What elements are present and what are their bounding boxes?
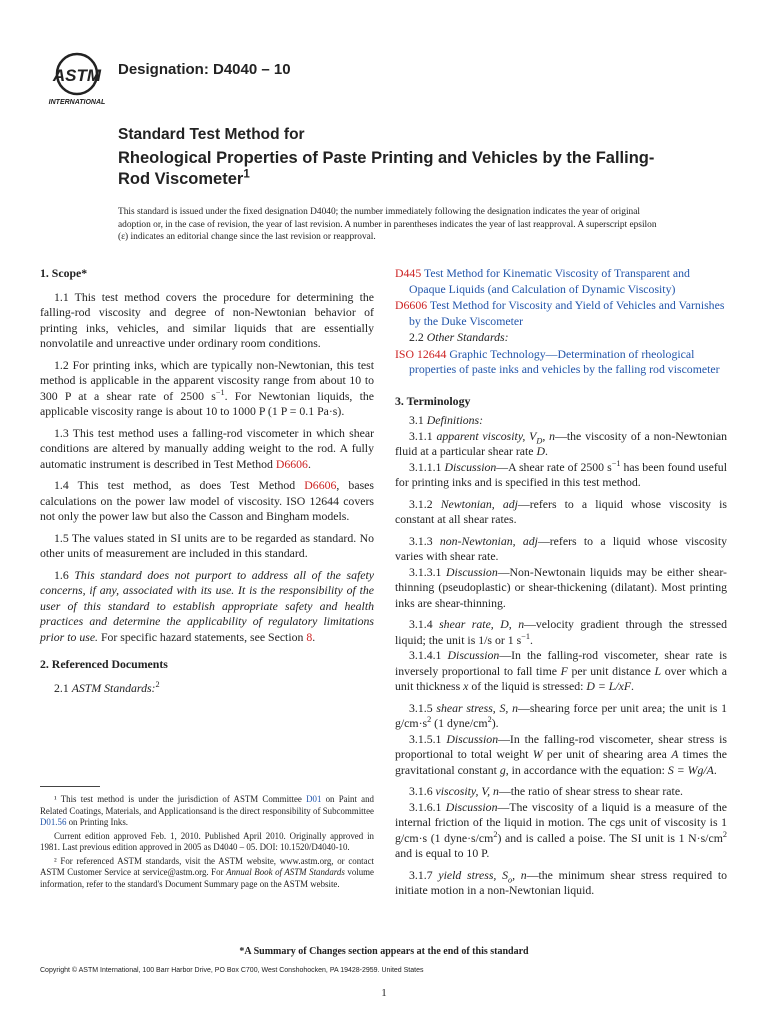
para-1-2: 1.2 For printing inks, which are typically non-Newtonian, this test method is applicable in the apparent viscosity range from about 10 to 300 P at a shear rate of 2500 $s^{-1}$. For Newtonian liquids, the applicable viscosity range is about 10 to 1000 P (1 P = 0.1 Pa·s). — [40, 357, 374, 418]
reference-d445-title[interactable]: Test Method for Kinematic Viscosity of Transparent and Opaque Liquids (and Calculation of Dynamic Viscosity) — [409, 266, 690, 296]
para-3-1-6-1: 3.1.6.1 Discussion—The viscosity of a liquid is a measure of the internal friction of the liquid in motion. The cgs unit of viscosity is 1 g/cm·s (1 $dyne\cdot s/cm^2$) and is called a poise. The SI unit is 1 $N\cdot s/cm^2$ and is equal to 10 P. — [395, 799, 727, 860]
para-3-1-1-1: 3.1.1.1 Discussion—A shear rate of 2500 $s^{-1}$ has been found useful for printing inks and is specified in this test method. — [395, 458, 727, 489]
para-3-1-3: 3.1.3 non-Newtonian, adj—refers to a liquid whose viscosity varies with shear rate. — [395, 533, 728, 563]
link-d445[interactable]: D445 — [395, 266, 422, 280]
left-column — [40, 266, 374, 702]
link-iso-12644[interactable]: ISO 12644 — [395, 346, 447, 361]
link-section-8[interactable]: 8 — [306, 629, 313, 644]
para-2-2: 2.2 Other Standards: — [409, 330, 509, 344]
para-3-1-4-1: 3.1.4.1 Discussion—In the falling-rod viscometer, shear rate is inversely proportional to fall time F per unit distance L over which a unit thickness x of the liquid is stressed: D = L/xF. — [395, 648, 727, 693]
reference-iso-12644-title[interactable]: Graphic Technology—Determination of rheological properties of paste inks and vehicles by the falling rod viscometer — [409, 346, 720, 376]
intro-notice: This standard is issued under the fixed designation D4040; the number immediately following the designation indicates the year of original adoption or, in the case of revision, the year of last revision. A number in parentheses indicates the year of last reapproval. A superscript epsilon (ε) indicates an editorial change since the last revision or reapproval. — [118, 207, 657, 242]
scope-heading: 1. Scope* — [40, 266, 88, 280]
reference-iso-12644 — [395, 347, 727, 378]
para-3-1-2: 3.1.2 Newtonian, adj—refers to a liquid whose viscosity is constant at all shear rates. — [395, 496, 727, 526]
para-1-5: 1.5 The values stated in SI units are to be regarded as standard. No other units of measurement are included in this standard. — [40, 530, 374, 560]
footnote-1: ¹ This test method is under the jurisdiction of ASTM Committee D01 on Paint and Related Coatings, Materials, and Applicationsand is the direct responsibility of Subcommittee D01.56 on Printing Inks. — [40, 794, 374, 827]
copyright: Copyright © ASTM International, 100 Barr Harbor Drive, PO Box C700, West Conshohocken, PA 19428-2959. United States — [40, 967, 424, 974]
para-1-4: 1.4 This test method, as does Test Method D6606, bases calculations on the power law model of viscosity. ISO 12644 covers not only the power law but also the Casson and Bingham models. — [40, 478, 374, 523]
para-1-6: 1.6 This standard does not purport to address all of the safety concerns, if any, associated with its use. It is the responsibility of the user of this standard to establish appropriate safety and health practices and determine the applicability of regulatory limitations prior to use. For specific hazard statements, see Section 8. — [40, 567, 374, 644]
para-3-1-3-1: 3.1.3.1 Discussion—Non-Newtonain liquids may be either shear-thinning (pseudoplastic) or shear-thickening (dilatant). Most printing inks are shear-thinning. — [395, 564, 727, 610]
title-prefix: Standard Test Method for — [118, 126, 305, 143]
page-title: Rheological Properties of Paste Printing and Vehicles by the Falling-Rod Viscometer$^1$ — [118, 149, 655, 188]
astm-logo — [44, 50, 110, 108]
referenced-documents-heading: 2. Referenced Documents — [40, 657, 168, 671]
para-3-1: 3.1 Definitions: — [409, 413, 484, 427]
para-1-1: 1.1 This test method covers the procedure for determining the falling-rod viscosity and degree of non-Newtonian behavior of printing inks, vehicles, and similar liquids that are essentially nonvolatile and unreactive under ordinary room conditions. — [40, 289, 374, 350]
para-1-3: 1.3 This test method uses a falling-rod viscometer in which shear conditions are altered by manually adding weight to the rod. A fully automatic instrument is described in Test Method D6606. — [40, 425, 374, 471]
link-d01[interactable]: D01 — [306, 794, 322, 804]
para-3-1-4: 3.1.4 shear rate, D, n—velocity gradient through the stressed liquid; the unit is 1/s or 1 $s^{-1}$. — [395, 617, 727, 647]
footnote-2: ² For referenced ASTM standards, visit the ASTM website, www.astm.org, or contact ASTM Customer Service at service@astm.org. For Annual Book of ASTM Standards volume information, refer to the standard's Document Summary page on the ASTM website. — [40, 855, 374, 889]
link-d01-56[interactable]: D01.56 — [40, 817, 67, 827]
link-d6606[interactable]: D6606 — [275, 456, 308, 471]
summary-of-changes-note: *A Summary of Changes section appears at the end of this standard — [239, 946, 529, 957]
footnotes — [40, 794, 374, 892]
astm-logo-icon — [44, 50, 110, 108]
link-d6606[interactable]: D6606 — [304, 478, 337, 492]
reference-d6606-title[interactable]: Test Method for Viscosity and Yield of Vehicles and Varnishes by the Duke Viscometer — [409, 298, 725, 328]
title-footnote-mark[interactable]: 1 — [243, 168, 250, 181]
para-3-1-6: 3.1.6 viscosity, V, n—the ratio of shear stress to shear rate. — [409, 784, 684, 798]
footnote-1-edition: Current edition approved Feb. 1, 2010. Published April 2010. Originally approved in 1981. Last previous edition approved in 2005 as D4040 – 05. DOI: 10.1520/D4040-10. — [40, 830, 374, 852]
para-3-1-1: 3.1.1 apparent viscosity, $V_D$, n—the viscosity of a non-Newtonian fluid at a particular shear rate D. — [395, 428, 728, 458]
reference-d445 — [395, 266, 727, 297]
page-number: 1 — [381, 987, 387, 999]
designation: Designation: D4040 – 10 — [118, 61, 291, 78]
svg-text:ASTM: ASTM — [52, 66, 102, 85]
link-d6606[interactable]: D6606 — [395, 298, 428, 312]
svg-text:INTERNATIONAL: INTERNATIONAL — [48, 99, 106, 106]
footnote-divider — [40, 786, 100, 787]
reference-d6606 — [395, 298, 727, 329]
right-column — [395, 266, 727, 905]
para-2-1: 2.1 ASTM Standards:$^2$ — [54, 679, 160, 695]
para-3-1-5-1: 3.1.5.1 Discussion—In the falling-rod viscometer, shear stress is proportional to total weight W per unit of shearing area A times the gravitational constant g, in accordance with the equation: S = Wg/A. — [395, 731, 727, 777]
para-3-1-5: 3.1.5 shear stress, S, n—shearing force per unit area; the unit is 1 $g/cm\cdot s^2$ (1 dyne/$cm^2$). — [395, 700, 727, 730]
terminology-heading: 3. Terminology — [395, 393, 471, 408]
para-3-1-7: 3.1.7 yield stress, $S_o$, n—the minimum shear stress required to initiate motion in a non-Newtonian liquid. — [395, 867, 728, 897]
